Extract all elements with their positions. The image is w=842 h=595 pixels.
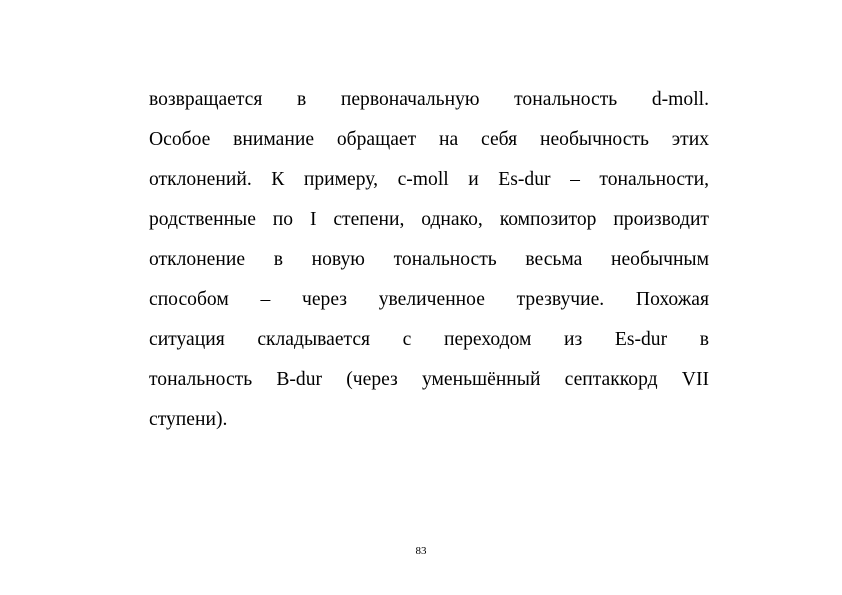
paragraph-line: возвращается в первоначальную тональность d-moll.: [149, 89, 709, 110]
body-paragraph: [149, 84, 709, 444]
paragraph-line: способом – через увеличенное трезвучие. Похожая: [149, 289, 709, 310]
paragraph-last-line: ступени).: [149, 409, 228, 430]
paragraph-line: родственные по I степени, однако, композитор производит: [149, 209, 709, 230]
paragraph-line: отклонение в новую тональность весьма необычным: [149, 249, 709, 270]
paragraph-line: ситуация складывается с переходом из Es-dur в: [149, 329, 709, 350]
paragraph-line: тональность B-dur (через уменьшённый септаккорд VII: [149, 369, 709, 390]
page-number: 83: [415, 545, 427, 557]
paragraph-line: Особое внимание обращает на себя необычность этих: [149, 129, 709, 150]
paragraph-line: отклонений. К примеру, c-moll и Es-dur – тональности,: [149, 169, 709, 190]
